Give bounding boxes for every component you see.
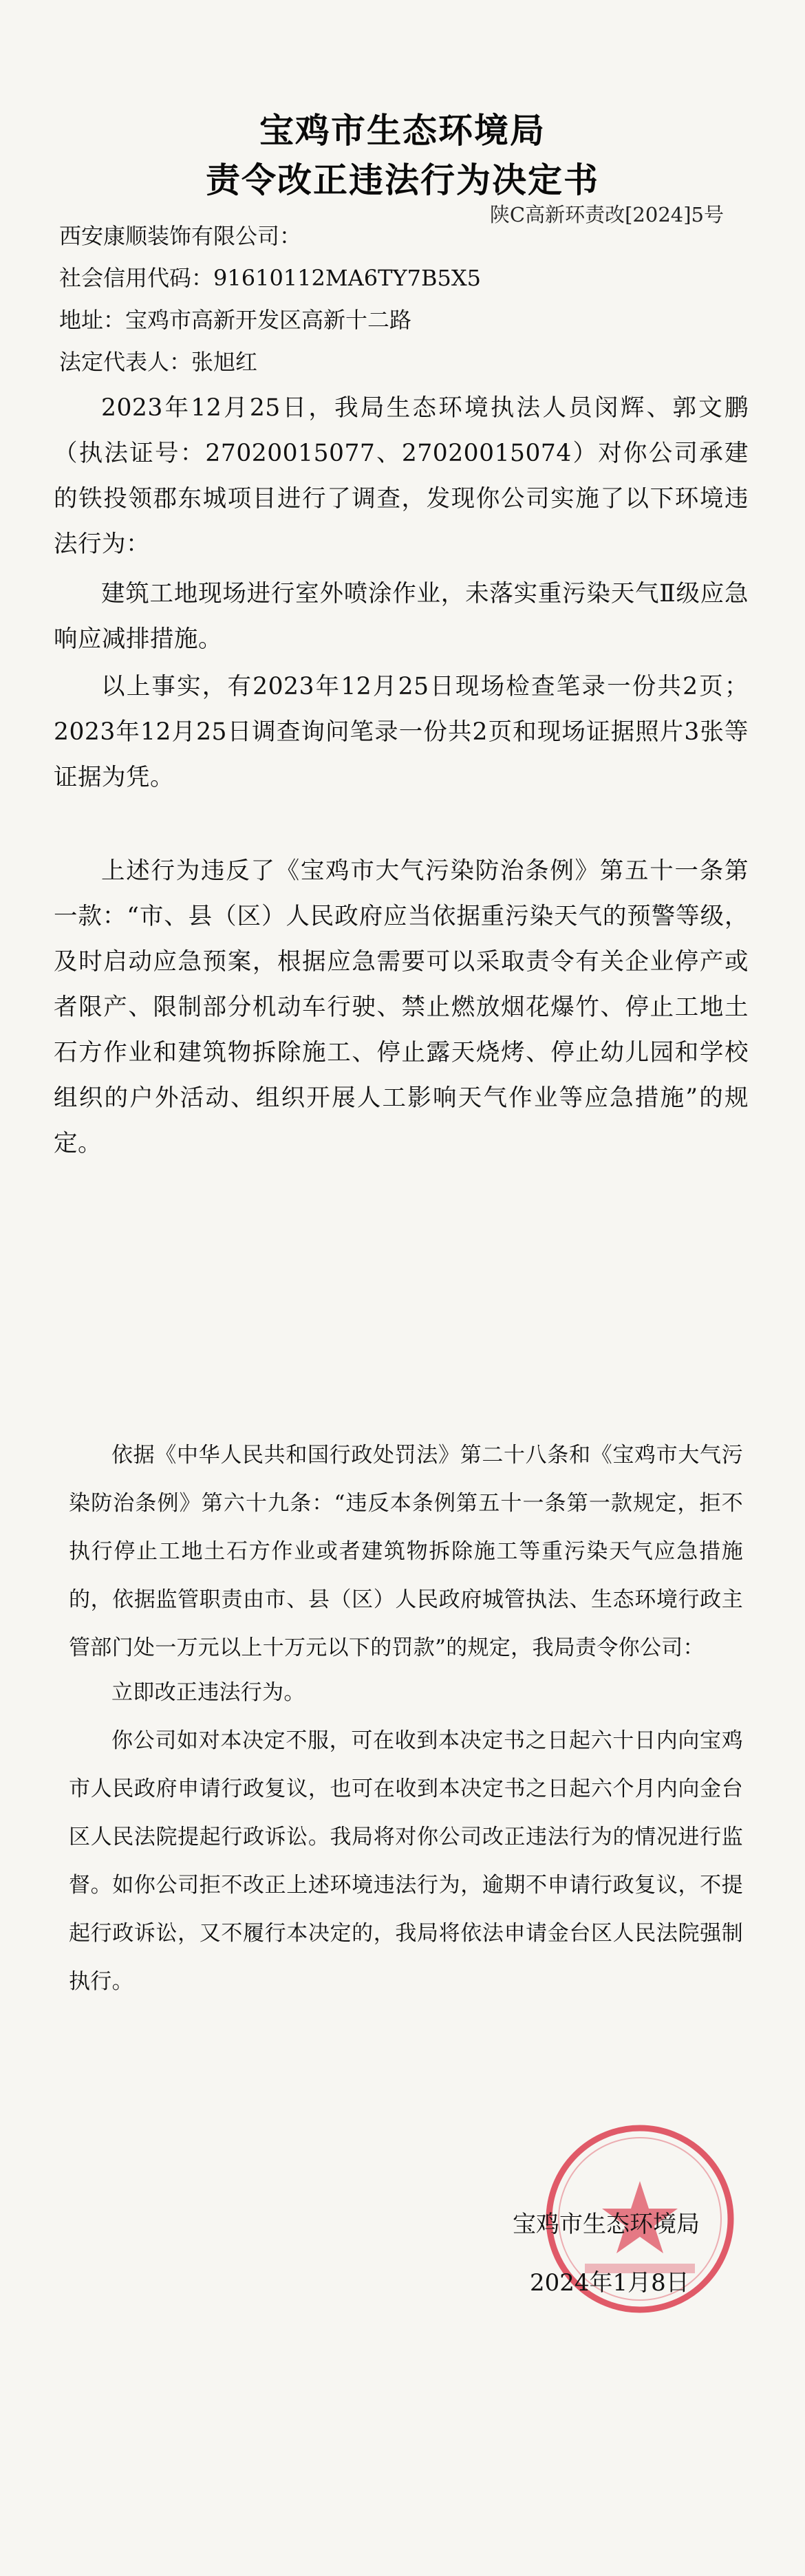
paragraph-order: 立即改正违法行为。 <box>111 1680 305 1705</box>
paragraph-violation: 建筑工地现场进行室外喷涂作业，未落实重污染天气Ⅱ级应急响应减排措施。 <box>54 580 749 653</box>
paragraph-investigation: 2023年12月25日，我局生态环境执法人员闵辉、郭文鹏（执法证号：27020015077、27020015074）对你公司承建的铁投领郡东城项目进行了调查，发现你公司实施了以下环境违法行为： <box>54 394 749 558</box>
document-number: 陕C高新环责改[2024]5号 <box>489 203 724 226</box>
paragraph-appeal-rights: 你公司如对本决定不服，可在收到本决定书之日起六十日内向宝鸡市人民政府申请行政复议，也可在收到本决定书之日起六个月内向金台区人民法院提起行政诉讼。我局将对你公司改正违法行为的情况进行监督。如你公司拒不改正上述环境违法行为，逾期不申请行政复议，不提起行政诉讼，又不履行本决定的，我局将依法申请金台区人民法院强制执行。 <box>69 1728 743 1994</box>
party-legal-representative: 法定代表人：张旭红 <box>59 349 258 375</box>
signature-date: 2024年1月8日 <box>530 2269 689 2297</box>
party-credit-code: 社会信用代码：91610112MA6TY7B5X5 <box>59 265 481 291</box>
party-address: 地址：宝鸡市高新开发区高新十二路 <box>59 307 412 333</box>
paragraph-legal-basis: 上述行为违反了《宝鸡市大气污染防治条例》第五十一条第一款：“市、县（区）人民政府应当依据重污染天气的预警等级，及时启动应急预案，根据应急需要可以采取责令有关企业停产或者限产、限制部分机动车行驶、禁止燃放烟花爆竹、停止工地土石方作业和建筑物拆除施工、停止露天烧烤、停止幼儿园和学校组织的户外活动、组织开展人工影响天气作业等应急措施”的规定。 <box>54 857 749 1157</box>
document-title: 责令改正违法行为决定书 <box>206 160 599 200</box>
paragraph-penalty-basis: 依据《中华人民共和国行政处罚法》第二十八条和《宝鸡市大气污染防治条例》第六十九条：“违反本条例第五十一条第一款规定，拒不执行停止工地土石方作业或者建筑物拆除施工等重污染天气应急措施的，依据监管职责由市、县（区）人民政府城管执法、生态环境行政主管部门处一万元以上十万元以下的罚款”的规定，我局责令你公司： <box>69 1443 743 1660</box>
party-company: 西安康顺装饰有限公司： <box>59 223 302 249</box>
signature-organization: 宝鸡市生态环境局 <box>513 2211 700 2238</box>
paragraph-evidence: 以上事实，有2023年12月25日现场检查笔录一份共2页；2023年12月25日调查询问笔录一份共2页和现场证据照片3张等证据为凭。 <box>54 673 749 791</box>
document-issuer-title: 宝鸡市生态环境局 <box>259 111 546 151</box>
